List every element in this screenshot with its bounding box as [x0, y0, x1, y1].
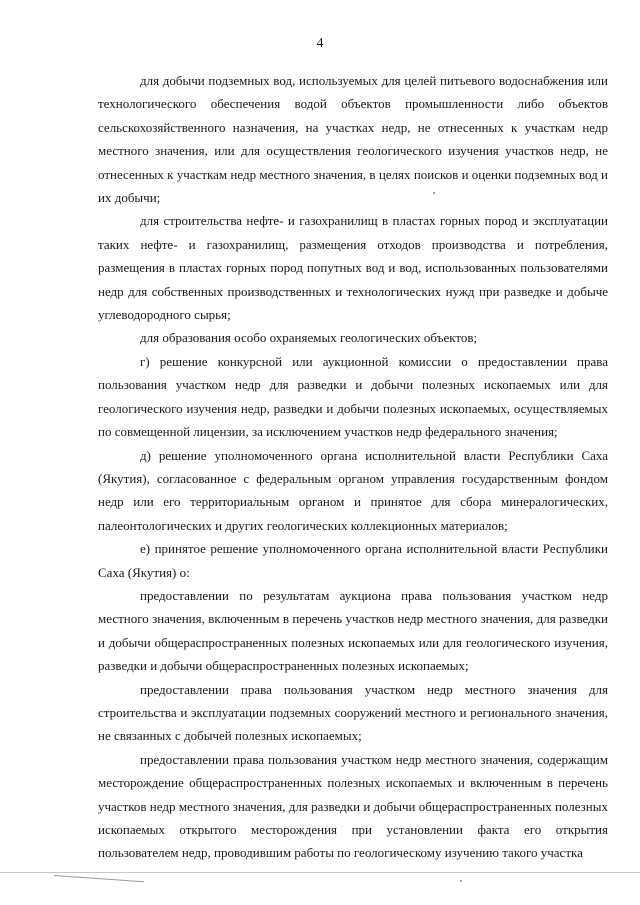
page-number: 4 — [316, 36, 324, 51]
paragraph-item-e: е) принятое решение уполномоченного органа исполнительной власти Республики Саха (Якутия) о: — [98, 541, 608, 580]
scan-speck — [433, 192, 435, 194]
paragraph-deposit-discovery: предоставлении права пользования участком недр местного значения, содержащим месторождение общераспространенных полезных ископаемых и включенным в перечень участков недр местного значения, для разведки и добычи общераспространенных полезных ископаемых открытого месторождения при установлении факта его открытия пользователем недр, проводившим работы по геологическому изучению такого участка — [98, 751, 608, 861]
paragraph-auction-local: предоставлении по результатам аукциона права пользования участком недр местного значения, включенным в перечень участков недр местного значения, для разведки и добычи общераспространенных полезных ископаемых или для геологического изучения, разведки и добычи общераспространенных полезных ископаемых; — [98, 587, 608, 674]
paragraph-groundwater: для добычи подземных вод, используемых для целей питьевого водоснабжения или технологического обеспечения водой объектов промышленности либо объектов сельскохозяйственного назначения, на участках недр, не отнесенных к участкам недр местного значения, или для осуществления геологического изучения участков недр, не отнесенных к участкам недр местного значения, в целях поисков и оценки подземных вод и их добычи; — [98, 73, 608, 206]
document-body — [98, 69, 608, 865]
scan-speck — [460, 880, 462, 882]
paragraph-item-g: г) решение конкурсной или аукционной комиссии о предоставлении права пользования участком недр для разведки и добычи полезных ископаемых или для геологического изучения недр, разведки и добычи полезных ископаемых, осуществляемых по совмещенной лицензии, за исключением участков недр федерального значения; — [98, 353, 608, 440]
paragraph-oil-gas-storage: для строительства нефте- и газохранилищ в пластах горных пород и эксплуатации таких нефте- и газохранилищ, размещения отходов производства и потребления, размещения в пластах горных пород попутных вод и вод, использованных пользователями недр для собственных производственных и технологических нужд при разведке и добыче углеводородного сырья; — [98, 213, 608, 323]
paragraph-item-d: д) решение уполномоченного органа исполнительной власти Республики Саха (Якутия), согласованное с федеральным органом управления государственным фондом недр или его территориальным органом и принятое для сбора минералогических, палеонтологических и других геологических коллекционных материалов; — [98, 447, 608, 533]
paragraph-protected-objects: для образования особо охраняемых геологических объектов; — [140, 330, 478, 346]
paragraph-underground-structures: предоставлении права пользования участком недр местного значения для строительства и эксплуатации подземных сооружений местного и регионального значения, не связанных с добычей полезных ископаемых; — [98, 681, 608, 744]
scan-edge-line — [0, 872, 640, 873]
scan-edge-mark — [54, 875, 144, 882]
